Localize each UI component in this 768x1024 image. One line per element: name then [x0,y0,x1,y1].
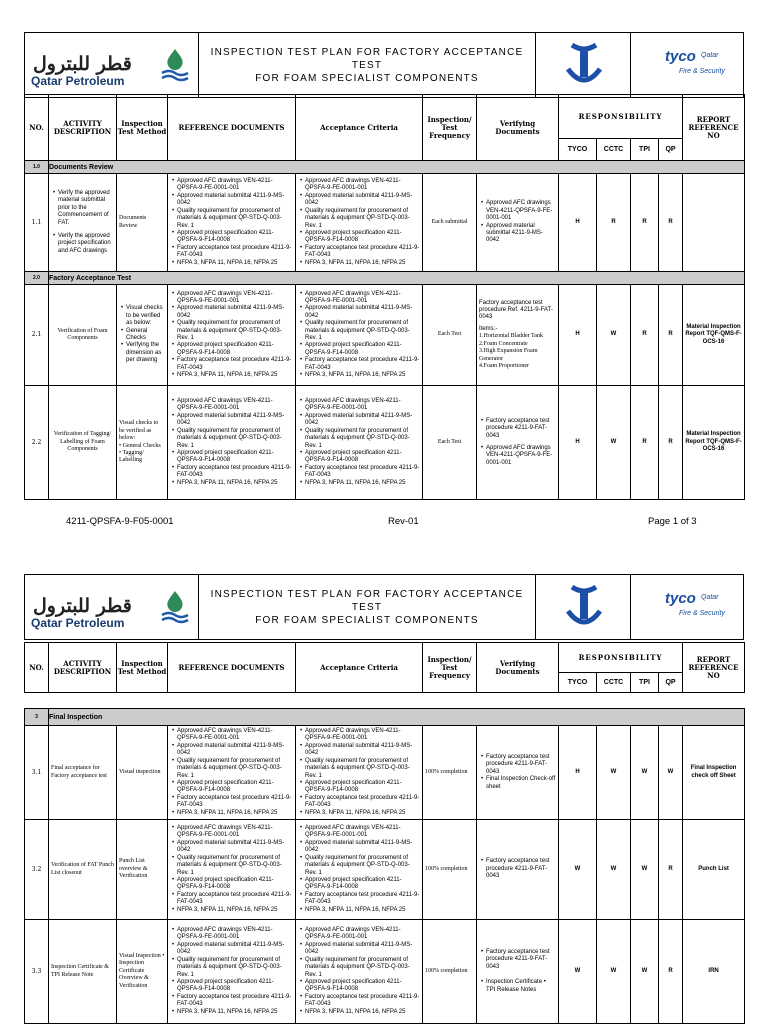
tyco-subtitle: Fire & Security [679,68,725,75]
criteria-item: • Approved project specification 4211-QPSFA-9-F14-0008 [300,979,420,994]
refdoc-item: • Approved AFC drawings VEN-4211-QPSFA-9-FE-0001-001 [172,178,293,193]
col-no: NO. [25,643,49,693]
resp-qp: W [659,726,683,820]
refdocs-cell [168,174,296,272]
report-ref: IRN [683,920,745,1024]
method-cell: Documents Review [117,174,168,272]
col-responsibility: RESPONSIBILITY [559,643,683,673]
criteria-item: • Quality requirement for procurement of materials & equipment QP-STD-Q-003-Rev. 1 [300,957,420,979]
refdocs-cell [168,285,296,386]
criteria-item: • Approved AFC drawings VEN-4211-QPSFA-9-FE-0001-001 [300,398,420,413]
refdoc-item: • Approved material submittal 4211-9-MS-0042 [172,840,293,855]
refdoc-item: • Quality requirement for procurement of materials & equipment QP-STD-Q-003-Rev. 1 [172,758,293,780]
qp-emblem-icon [159,589,191,627]
refdoc-item: • Quality requirement for procurement of materials & equipment QP-STD-Q-003-Rev. 1 [172,855,293,877]
criteria-item: • Approved project specification 4211-QPSFA-9-F14-0008 [300,230,420,245]
col-refdocs: REFERENCE DOCUMENTS [168,95,296,161]
method-item: • General Checks [121,328,165,343]
page-header [24,32,744,98]
col-responsibility: RESPONSIBILITY [559,95,683,139]
refdoc-item: • Quality requirement for procurement of materials & equipment QP-STD-Q-003-Rev. 1 [172,208,293,230]
verifying-item: 1.Horizontal Bladder Tank [479,333,543,340]
frequency-cell: Each submittal [423,174,477,272]
col-report: REPORT REFERENCE NO [683,643,745,693]
criteria-item: • Factory acceptance test procedure 4211-9-FAT-0043 [300,465,420,480]
resp-tyco: W [559,920,597,1024]
row-number: 3.3 [25,920,49,1024]
criteria-item: • Approved material submittal 4211-9-MS-0042 [300,840,420,855]
refdoc-item: • Approved material submittal 4211-9-MS-0042 [172,743,293,758]
criteria-item: • Quality requirement for procurement of materials & equipment QP-STD-Q-003-Rev. 1 [300,855,420,877]
verifying-cell [477,820,559,920]
criteria-item: • Approved AFC drawings VEN-4211-QPSFA-9-FE-0001-001 [300,178,420,193]
criteria-item: • Approved AFC drawings VEN-4211-QPSFA-9-FE-0001-001 [300,927,420,942]
activity-cell: Verification of FAT Punch List closeout [49,820,117,920]
refdoc-item: • Approved AFC drawings VEN-4211-QPSFA-9-FE-0001-001 [172,398,293,413]
criteria-item: • Factory acceptance test procedure 4211-9-FAT-0043 [300,357,420,372]
tyco-qatar-text: Qatar [701,52,719,59]
row-number: 3.1 [25,726,49,820]
tyco-qatar-text: Qatar [701,594,719,601]
row-number: 3.2 [25,820,49,920]
criteria-item: • Approved project specification 4211-QPSFA-9-F14-0008 [300,342,420,357]
qp-arabic-text: قطر للبترول [33,595,132,617]
refdoc-item: • Factory acceptance test procedure 4211-9-FAT-0043 [172,994,293,1009]
criteria-item: • NFPA 3, NFPA 11, NFPA 16, NFPA 25 [300,810,420,817]
criteria-item: • Factory acceptance test procedure 4211-9-FAT-0043 [300,245,420,260]
resp-tyco: H [559,386,597,500]
col-verifying: Verifying Documents [477,643,559,693]
resp-cctc: W [597,386,631,500]
refdoc-item: • Approved material submittal 4211-9-MS-0042 [172,193,293,208]
verifying-item: • Factory acceptance test procedure 4211-9-FAT-0043 [481,754,556,776]
criteria-item: • NFPA 3, NFPA 11, NFPA 16, NFPA 25 [300,907,420,914]
col-no: NO. [25,95,49,161]
resp-tyco: H [559,174,597,272]
page-2 [24,574,744,1024]
refdoc-item: • Approved material submittal 4211-9-MS-0042 [172,413,293,428]
refdoc-item: • Factory acceptance test procedure 4211-9-FAT-0043 [172,465,293,480]
section-number: 1.0 [25,161,49,174]
verifying-cell [477,726,559,820]
frequency-cell: Each Test [423,285,477,386]
tyco-logo [631,575,743,639]
refdoc-item: • NFPA 3, NFPA 11, NFPA 16, NFPA 25 [172,372,293,379]
method-cell [117,285,168,386]
tyco-wordmark: tyco [665,590,696,607]
col-tyco: TYCO [559,673,597,693]
criteria-item: • Quality requirement for procurement of materials & equipment QP-STD-Q-003-Rev. 1 [300,208,420,230]
section-row [25,161,745,174]
refdoc-item: • Approved AFC drawings VEN-4211-QPSFA-9-FE-0001-001 [172,927,293,942]
resp-qp: R [659,820,683,920]
section-title: Factory Acceptance Test [49,272,745,285]
resp-tpi: W [631,726,659,820]
refdoc-item: • Approved AFC drawings VEN-4211-QPSFA-9-FE-0001-001 [172,825,293,840]
frequency-cell: 100% completion [423,820,477,920]
criteria-item: • Quality requirement for procurement of materials & equipment QP-STD-Q-003-Rev. 1 [300,758,420,780]
section-title: Final Inspection [49,709,745,726]
table-row [25,820,745,920]
refdoc-item: • NFPA 3, NFPA 11, NFPA 16, NFPA 25 [172,907,293,914]
refdoc-item: • Approved project specification 4211-QPSFA-9-F14-0008 [172,780,293,795]
resp-tyco: W [559,820,597,920]
activity-cell: Verification of Tagging/ Labelling of Foam Components [49,386,117,500]
verifying-cell [477,285,559,386]
verifying-item: • Approved AFC drawings VEN-4211-QPSFA-9-FE-0001-001 [481,200,556,222]
method-item: • Visual checks to be verified as below: [121,305,165,327]
criteria-item: • Approved material submittal 4211-9-MS-0042 [300,743,420,758]
activity-cell [49,174,117,272]
resp-tyco: H [559,726,597,820]
section-row [25,272,745,285]
criteria-item: • Approved project specification 4211-QPSFA-9-F14-0008 [300,450,420,465]
resp-cctc: W [597,920,631,1024]
frequency-cell: 100% completion [423,726,477,820]
criteria-item: • Approved material submittal 4211-9-MS-0042 [300,305,420,320]
refdoc-item: • Quality requirement for procurement of materials & equipment QP-STD-Q-003-Rev. 1 [172,957,293,979]
resp-tpi: W [631,820,659,920]
criteria-item: • Quality requirement for procurement of materials & equipment QP-STD-Q-003-Rev. 1 [300,428,420,450]
verifying-item: • Inspection Certificate • TPI Release Notes [481,979,556,994]
report-ref: Punch List [683,820,745,920]
resp-cctc: W [597,726,631,820]
page-1 [24,32,744,532]
refdoc-item: • Approved material submittal 4211-9-MS-0042 [172,305,293,320]
report-ref: Final Inspection check off Sheet [683,726,745,820]
col-tpi: TPI [631,139,659,161]
report-ref [683,174,745,272]
contractor-logo [535,575,631,639]
table-row [25,285,745,386]
criteria-item: • NFPA 3, NFPA 11, NFPA 16, NFPA 25 [300,1009,420,1016]
report-ref: Material Inspection Report TQF-QMS-F-OCS-16 [683,285,745,386]
refdocs-cell [168,386,296,500]
section-row [25,709,745,726]
verifying-cell [477,386,559,500]
criteria-item: • Approved project specification 4211-QPSFA-9-F14-0008 [300,877,420,892]
table-row [25,174,745,272]
refdocs-cell [168,820,296,920]
refdoc-item: • Factory acceptance test procedure 4211-9-FAT-0043 [172,795,293,810]
criteria-item: • Factory acceptance test procedure 4211-9-FAT-0043 [300,892,420,907]
document-title: INSPECTION TEST PLAN FOR FACTORY ACCEPTANCE TEST FOR FOAM SPECIALIST COMPONENTS [210,46,524,84]
refdoc-item: • Factory acceptance test procedure 4211-9-FAT-0043 [172,892,293,907]
col-criteria: Acceptance Criteria [296,95,423,161]
section-number: 3 [25,709,49,726]
table-row [25,920,745,1024]
resp-tpi: W [631,920,659,1024]
contractor-logo [535,33,631,97]
refdoc-item: • Factory acceptance test procedure 4211-9-FAT-0043 [172,357,293,372]
verifying-cell [477,920,559,1024]
criteria-item: • Factory acceptance test procedure 4211-9-FAT-0043 [300,795,420,810]
criteria-cell [296,386,423,500]
qatar-petroleum-logo [25,575,199,639]
qp-english-text: Qatar Petroleum [31,616,125,630]
verifying-item: • Factory acceptance test procedure 4211-9-FAT-0043 [481,949,556,971]
verifying-item: • Final Inspection Check-off sheet [481,776,556,791]
method-cell: Visual Inspection • Inspection Certificate Overview & Verification [117,920,168,1024]
activity-item: • Verify the approved material submittal prior to the Commencement of FAT. [53,190,114,227]
resp-qp: R [659,285,683,386]
refdoc-item: • Approved project specification 4211-QPSFA-9-F14-0008 [172,450,293,465]
tyco-wordmark: tyco [665,48,696,65]
resp-tpi: R [631,174,659,272]
refdoc-item: • Quality requirement for procurement of materials & equipment QP-STD-Q-003-Rev. 1 [172,428,293,450]
criteria-cell [296,285,423,386]
refdoc-item: • Approved AFC drawings VEN-4211-QPSFA-9-FE-0001-001 [172,728,293,743]
col-criteria: Acceptance Criteria [296,643,423,693]
col-cctc: CCTC [597,139,631,161]
resp-qp: R [659,386,683,500]
col-activity: ACTIVITY DESCRIPTION [49,643,117,693]
method-cell: Punch List overview & Verification [117,820,168,920]
verifying-item: • Approved AFC drawings VEN-4211-QPSFA-9-FE-0001-001 [481,445,556,467]
col-qp: QP [659,673,683,693]
footer-doc-number: 4211-QPSFA-9-F05-0001 [66,516,174,527]
refdocs-cell [168,920,296,1024]
criteria-item: • Quality requirement for procurement of materials & equipment QP-STD-Q-003-Rev. 1 [300,320,420,342]
document-title: INSPECTION TEST PLAN FOR FACTORY ACCEPTANCE TEST FOR FOAM SPECIALIST COMPONENTS [210,588,524,626]
refdoc-item: • Approved project specification 4211-QPSFA-9-F14-0008 [172,230,293,245]
qatar-petroleum-logo [25,33,199,97]
itp-table-page2 [24,708,745,1024]
verifying-cell [477,174,559,272]
row-number: 1.1 [25,174,49,272]
row-number: 2.1 [25,285,49,386]
footer-page-number: Page 1 of 3 [648,516,697,527]
refdoc-item: • Approved material submittal 4211-9-MS-0042 [172,942,293,957]
activity-cell: Verification of Foam Components [49,285,117,386]
refdoc-item: • NFPA 3, NFPA 11, NFPA 16, NFPA 25 [172,1009,293,1016]
anchor-logo-icon [536,575,632,639]
refdoc-item: • Approved project specification 4211-QPSFA-9-F14-0008 [172,342,293,357]
qp-english-text: Qatar Petroleum [31,74,125,88]
refdoc-item: • NFPA 3, NFPA 11, NFPA 16, NFPA 25 [172,260,293,267]
criteria-item: • Approved material submittal 4211-9-MS-0042 [300,413,420,428]
resp-tyco: H [559,285,597,386]
section-title: Documents Review [49,161,745,174]
resp-qp: R [659,174,683,272]
verifying-item: • Factory acceptance test procedure 4211-9-FAT-0043 [481,418,556,440]
verifying-item: 4.Foam Proportioner [479,362,529,369]
refdoc-item: • Quality requirement for procurement of materials & equipment QP-STD-Q-003-Rev. 1 [172,320,293,342]
section-number: 2.0 [25,272,49,285]
col-qp: QP [659,139,683,161]
activity-cell: Final acceptance for Factory acceptance test [49,726,117,820]
criteria-cell [296,726,423,820]
col-cctc: CCTC [597,673,631,693]
verifying-item: • Factory acceptance test procedure 4211-9-FAT-0043 [481,858,556,880]
criteria-item: • Approved material submittal 4211-9-MS-0042 [300,193,420,208]
col-tpi: TPI [631,673,659,693]
activity-cell: Inspection Certificate & TPI Release Note [49,920,117,1024]
page-header [24,574,744,640]
col-tyco: TYCO [559,139,597,161]
criteria-cell [296,920,423,1024]
resp-qp: R [659,920,683,1024]
criteria-item: • NFPA 3, NFPA 11, NFPA 16, NFPA 25 [300,372,420,379]
criteria-cell [296,174,423,272]
method-item: • Verifying the dimension as per drawing [121,342,165,364]
footer-revision: Rev-01 [388,516,419,527]
col-report: REPORT REFERENCE NO [683,95,745,161]
resp-tpi: R [631,386,659,500]
col-frequency: Inspection/ Test Frequency [423,95,477,161]
refdoc-item: • Approved project specification 4211-QPSFA-9-F14-0008 [172,877,293,892]
refdoc-item: • Approved project specification 4211-QPSFA-9-F14-0008 [172,979,293,994]
method-cell: Visual checks to be verified as below: • General Checks • Tagging/ Labelling [117,386,168,500]
refdoc-item: • Approved AFC drawings VEN-4211-QPSFA-9-FE-0001-001 [172,291,293,306]
resp-cctc: W [597,820,631,920]
col-refdocs: REFERENCE DOCUMENTS [168,643,296,693]
table-row [25,386,745,500]
criteria-item: • Approved AFC drawings VEN-4211-QPSFA-9-FE-0001-001 [300,728,420,743]
anchor-logo-icon [536,33,632,97]
refdoc-item: • NFPA 3, NFPA 11, NFPA 16, NFPA 25 [172,810,293,817]
col-activity: ACTIVITY DESCRIPTION [49,95,117,161]
criteria-item: • NFPA 3, NFPA 11, NFPA 16, NFPA 25 [300,260,420,267]
report-ref: Material Inspection Report TQF-QMS-F-OCS-16 [683,386,745,500]
criteria-item: • NFPA 3, NFPA 11, NFPA 16, NFPA 25 [300,480,420,487]
refdoc-item: • Factory acceptance test procedure 4211-9-FAT-0043 [172,245,293,260]
qp-emblem-icon [159,47,191,85]
criteria-item: • Approved AFC drawings VEN-4211-QPSFA-9-FE-0001-001 [300,291,420,306]
itp-header-page2 [24,642,745,693]
tyco-subtitle: Fire & Security [679,610,725,617]
resp-cctc: W [597,285,631,386]
col-verifying: Verifying Documents [477,95,559,161]
col-method: Inspection Test Method [117,643,168,693]
refdocs-cell [168,726,296,820]
verifying-text: Factory acceptance test procedure Ref. 4211-9-FAT-0043 [479,299,553,321]
col-frequency: Inspection/ Test Frequency [423,643,477,693]
criteria-item: • Approved material submittal 4211-9-MS-0042 [300,942,420,957]
criteria-item: • Factory acceptance test procedure 4211-9-FAT-0043 [300,994,420,1009]
verifying-item: • Approved material submittal 4211-9-MS-0042 [481,223,556,245]
tyco-logo [631,33,743,97]
activity-item: • Verify the approved project specification and AFC drawings [53,233,114,255]
verifying-items-label: Items:- [479,325,498,332]
method-cell: Visual inspection [117,726,168,820]
row-number: 2.2 [25,386,49,500]
verifying-item: 3.High Expansion Foam Generator [479,348,538,362]
criteria-cell [296,820,423,920]
itp-table-page1 [24,94,745,500]
refdoc-item: • NFPA 3, NFPA 11, NFPA 16, NFPA 25 [172,480,293,487]
qp-arabic-text: قطر للبترول [33,53,132,75]
frequency-cell: 100% completion [423,920,477,1024]
frequency-cell: Each Test [423,386,477,500]
criteria-item: • Approved project specification 4211-QPSFA-9-F14-0008 [300,780,420,795]
table-row [25,726,745,820]
criteria-item: • Approved AFC drawings VEN-4211-QPSFA-9-FE-0001-001 [300,825,420,840]
resp-tpi: R [631,285,659,386]
resp-cctc: R [597,174,631,272]
verifying-item: 2.Foam Concentrate [479,340,528,347]
col-method: Inspection Test Method [117,95,168,161]
